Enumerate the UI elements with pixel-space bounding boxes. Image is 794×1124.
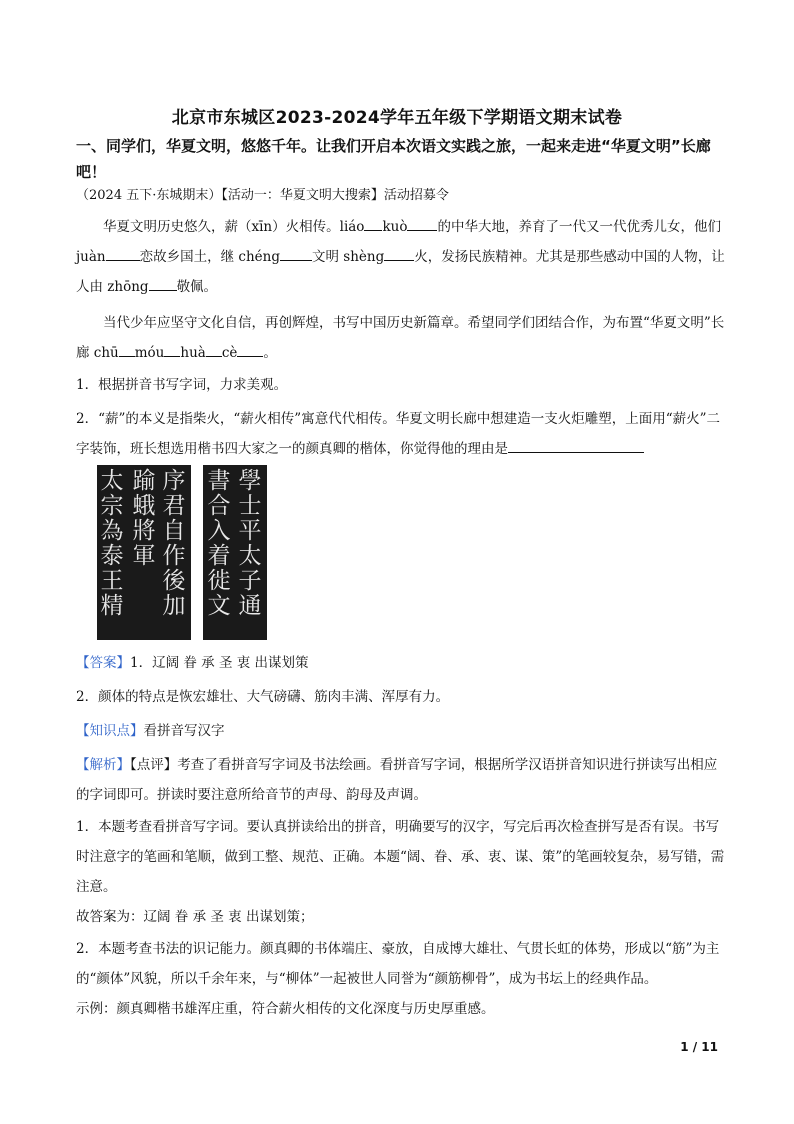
passage-2: 当代少年应坚守文化自信，再创辉煌，书写中国历史新篇章。希望同学们团结合作，为布置“华夏文明”长廊 chū móu huà cè 。 — [76, 315, 725, 361]
question-1: 1．根据拼音书写字词，力求美观。 — [76, 377, 288, 393]
analysis-point-1: 1．本题考查看拼音写字词。要认真拼读给出的拼音，明确要写的汉字，写完后再次检查拼写是否有误。书写时注意字的笔画和笔顺，做到工整、规范、正确。本题“阔、眷、承、衷、谋、策”的笔画较复杂，易写错，需注意。 — [76, 819, 725, 895]
fill-blank[interactable] — [206, 343, 222, 357]
analysis-answer: 故答案为：辽阔 眷 承 圣 衷 出谋划策； — [76, 909, 314, 925]
fill-blank[interactable] — [280, 247, 312, 261]
fill-blank[interactable] — [106, 247, 140, 261]
fill-blank[interactable] — [384, 247, 414, 261]
page-title: 北京市东城区2023-2024学年五年级下学期语文期末试卷 — [171, 108, 623, 128]
fill-blank[interactable] — [149, 277, 177, 291]
page-number: 1 / 11 — [680, 1040, 718, 1054]
question-2: 2．“薪”的本义是指柴火，“薪火相传”寓意代代相传。华夏文明长廊中想建造一支火炬雕塑，上面用“薪火”二字装饰，班长想选用楷书四大家之一的颜真卿的楷体，你觉得他的理由是 — [76, 411, 720, 457]
calligraphy-rubbing-right: 書合入着徙文 學士平太子通 — [203, 465, 267, 640]
analysis-example: 示例：颜真卿楷书雄浑庄重，符合薪火相传的文化深度与历史厚重感。 — [76, 1001, 495, 1017]
fill-blank[interactable] — [364, 217, 382, 231]
source-line: （2024 五下·东城期末）【活动一：华夏文明大搜索】活动招募令 — [76, 188, 449, 203]
fill-blank[interactable] — [119, 343, 135, 357]
answer-line-1: 【答案】1．辽阔 眷 承 圣 衷 出谋划策 — [76, 655, 309, 671]
answer-blank[interactable] — [508, 439, 644, 453]
calligraphy-rubbing-left: 太宗為泰王精 踰蛾將軍 序君自作後加 — [97, 465, 191, 640]
fill-blank[interactable] — [407, 217, 437, 231]
knowledge-point: 【知识点】看拼音写汉字 — [76, 723, 225, 739]
analysis-label: 【解析】 — [76, 757, 130, 773]
fill-blank[interactable] — [164, 343, 180, 357]
fill-blank[interactable] — [237, 343, 263, 357]
section-heading: 一、同学们，华夏文明，悠悠千年。让我们开启本次语文实践之旅，一起来走进“华夏文明”长廊吧！ — [76, 137, 711, 181]
analysis-point-2: 2．本题考查书法的识记能力。颜真卿的书体端庄、豪放，自成博大雄壮、气贯长虹的体势，形成以“筋”为主的“颜体”风貌，所以千余年来，与“柳体”一起被世人同誉为“颜筋柳骨”，成为书坛上的经典作品。 — [76, 941, 720, 987]
answer-line-2: 2．颜体的特点是恢宏雄壮、大气磅礴、筋肉丰满、浑厚有力。 — [76, 689, 450, 705]
answer-label: 【答案】 — [76, 655, 130, 671]
passage-1: 华夏文明历史悠久，薪（xīn）火相传。liáo kuò 的中华大地，养育了一代又一代优秀儿女，他们 juàn 恋故乡国土，继 chéng 文明 shèng 火，发扬民族精神。尤其是那些感动中国的人物，让人由 zhōng 敬佩。 — [76, 219, 725, 295]
knowledge-label: 【知识点】 — [76, 723, 144, 739]
analysis-intro: 【解析】【点评】考查了看拼音写字词及书法绘画。看拼音写字词，根据所学汉语拼音知识进行拼读写出相应的字词即可。拼读时要注意所给音节的声母、韵母及声调。 — [76, 757, 718, 803]
